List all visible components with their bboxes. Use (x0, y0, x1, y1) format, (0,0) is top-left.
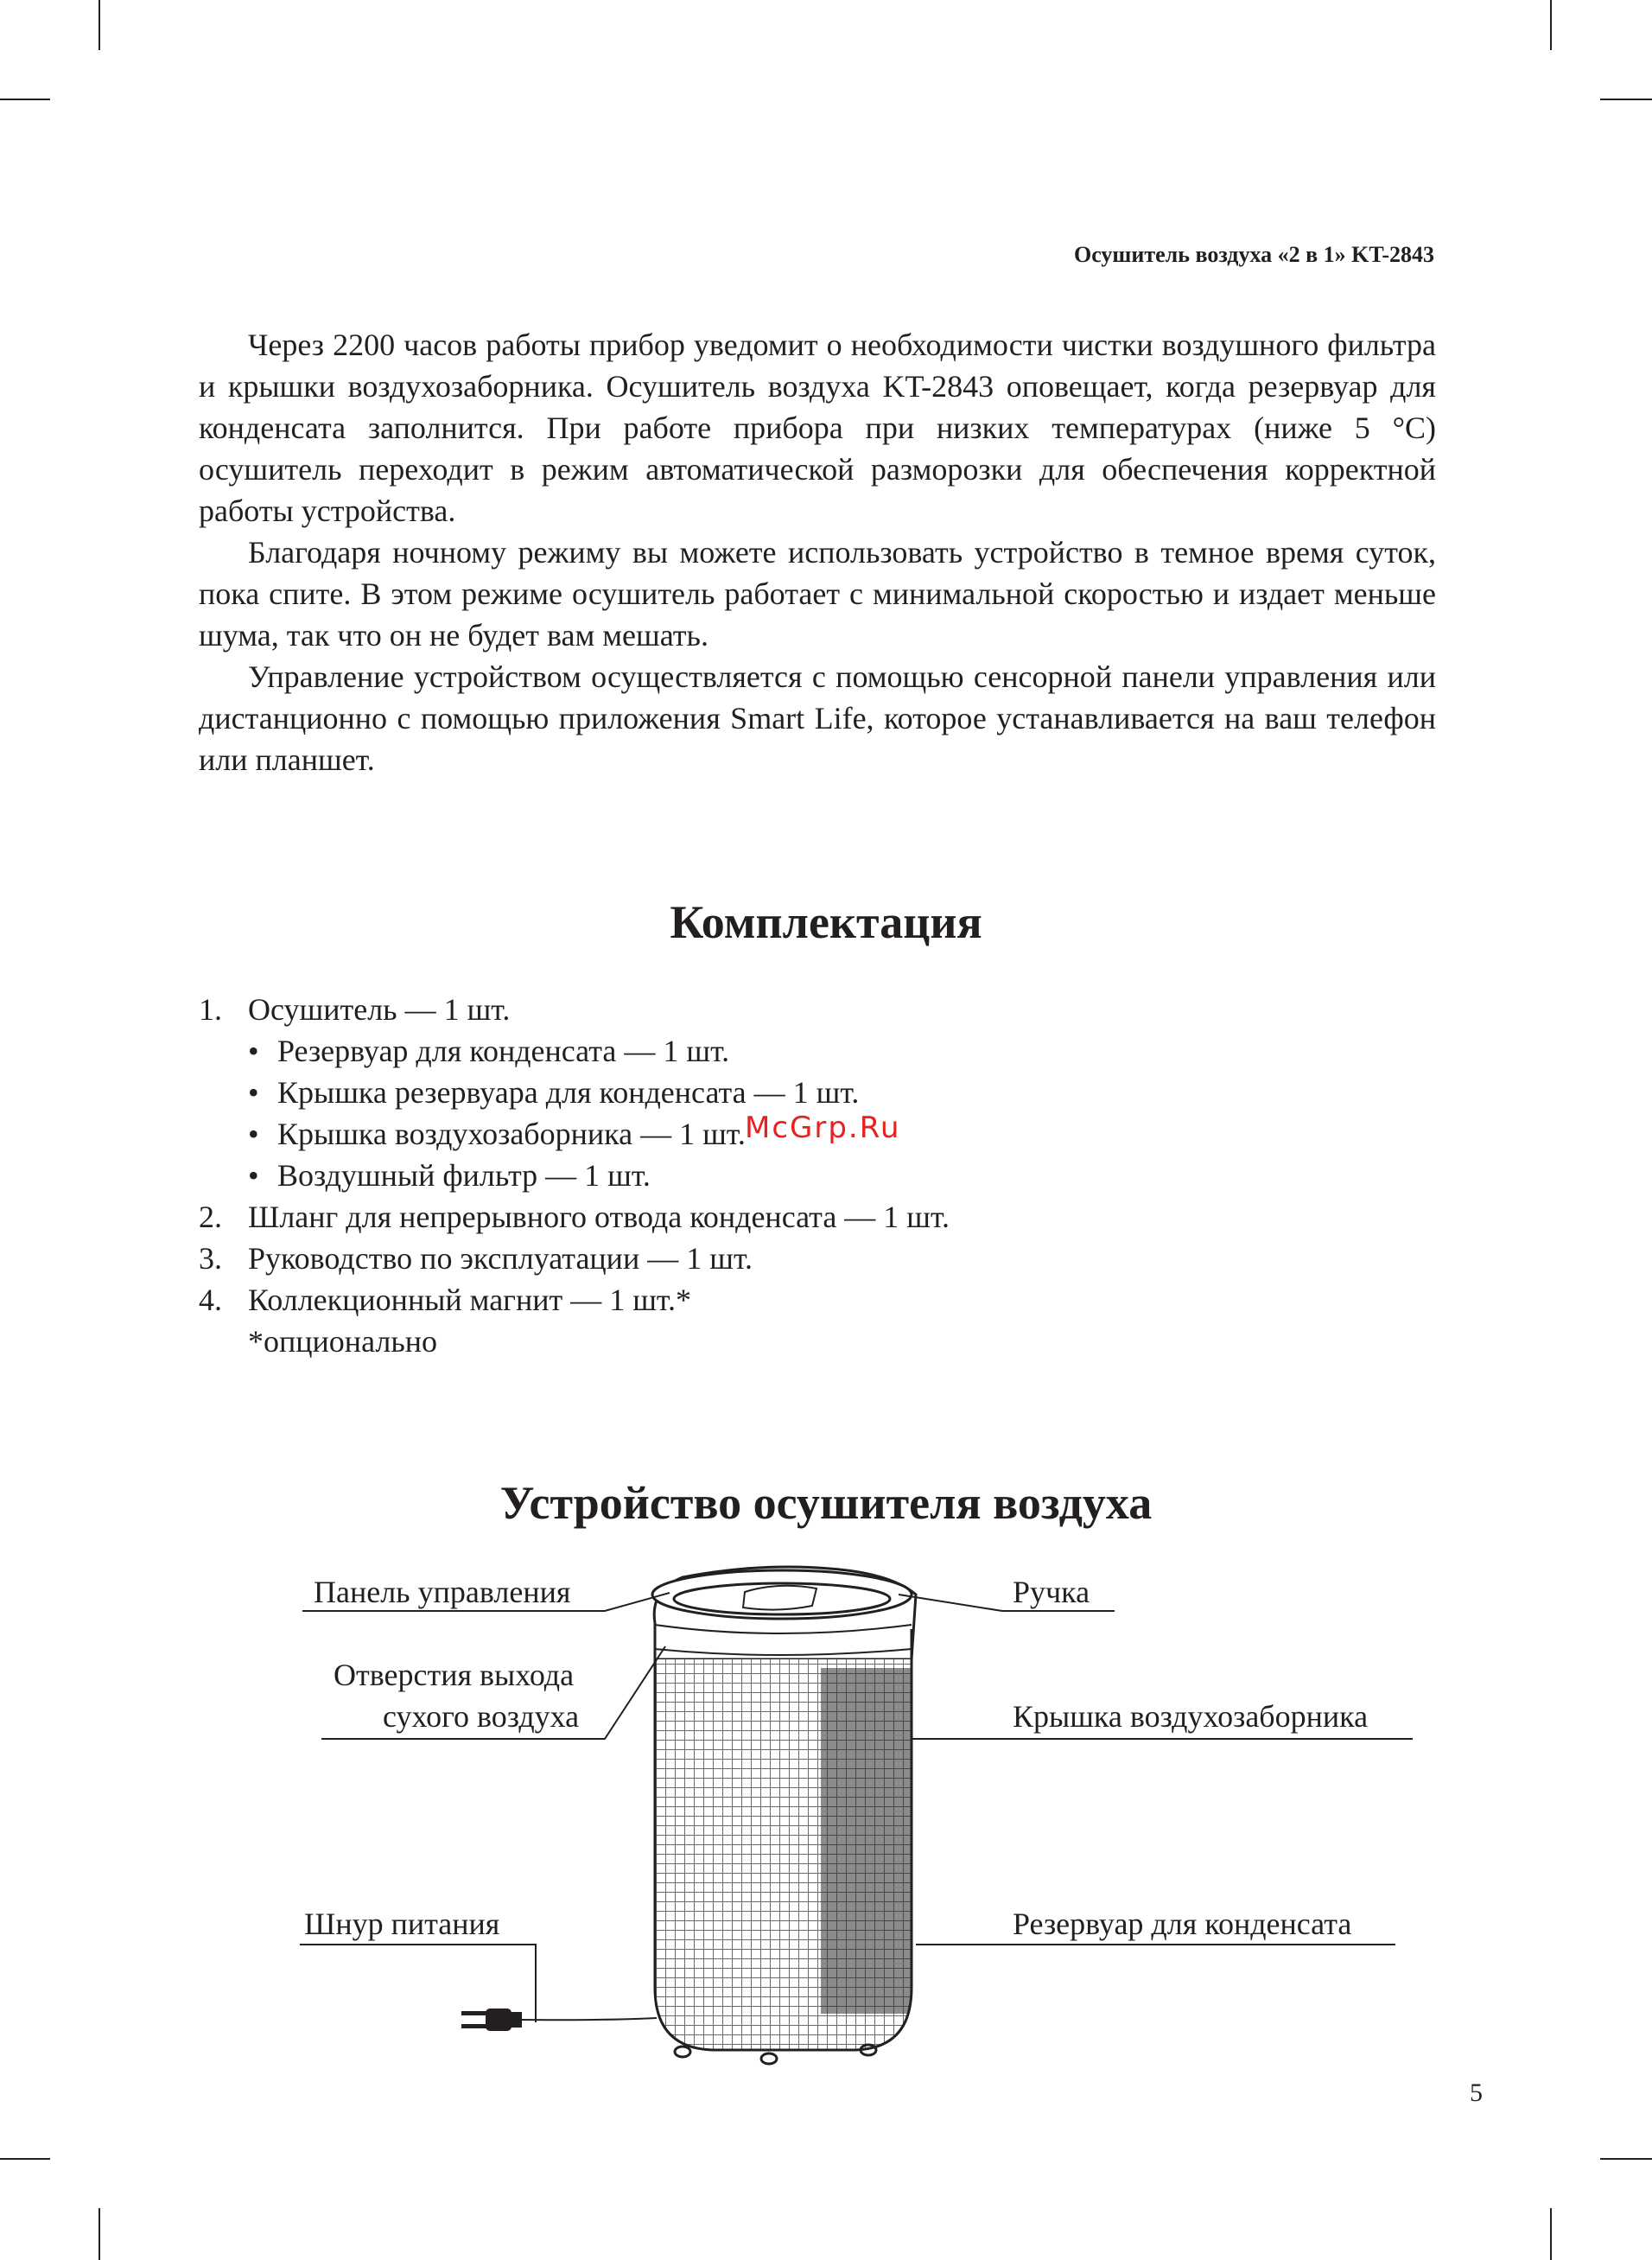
page-number: 5 (1470, 2079, 1483, 2107)
sub-list-text: Резервуар для конденсата — 1 шт. (277, 1034, 730, 1068)
list-text: Осушитель — 1 шт. (248, 992, 511, 1027)
intro-paragraph-1: Через 2200 часов работы прибор уведомит о необходимости чистки воздушного фильтра и крышки воздухозаборника. Осушитель воздуха KT-2843 оповещает, когда резервуар для конденсата заполнится. При работе прибора при низких температурах (ниже 5 °C) осушитель переходит в режим автоматической разморозки для обеспечения корректной работы устройства. (199, 328, 1436, 528)
label-outlet-line1: Отверстия выхода (334, 1658, 575, 1692)
sub-list-text: Крышка резервуара для конденсата — 1 шт. (277, 1075, 860, 1110)
device-heading: Устройство осушителя воздуха (499, 1477, 1153, 1529)
label-intake-cover: Крышка воздухозаборника (1013, 1699, 1369, 1734)
label-power-cord: Шнур питания (304, 1907, 500, 1941)
list-number: 2. (199, 1200, 222, 1234)
bullet: • (248, 1034, 259, 1068)
footnote-text: *опционально (248, 1324, 438, 1359)
list-text: Руководство по эксплуатации — 1 шт. (248, 1241, 753, 1276)
kit-heading: Комплектация (670, 896, 982, 948)
watermark: McGrp.Ru (745, 1111, 901, 1145)
label-handle: Ручка (1013, 1575, 1090, 1609)
list-number: 1. (199, 992, 222, 1027)
list-number: 4. (199, 1283, 222, 1317)
label-outlet-line2: сухого воздуха (383, 1699, 580, 1734)
list-text: Коллекционный магнит — 1 шт.* (248, 1283, 691, 1317)
sub-list-text: Крышка воздухозаборника — 1 шт. (277, 1117, 746, 1151)
intro-paragraph-3: Управление устройством осуществляется с помощью сенсорной панели управления или дистанционно с помощью приложения Smart Life, которое устанавливается на ваш телефон или планшет. (199, 659, 1436, 777)
bullet: • (248, 1117, 259, 1151)
list-number: 3. (199, 1241, 222, 1276)
bullet: • (248, 1075, 259, 1110)
bullet: • (248, 1158, 259, 1193)
sub-list-text: Воздушный фильтр — 1 шт. (277, 1158, 651, 1193)
label-control-panel: Панель управления (314, 1575, 571, 1609)
label-tank: Резервуар для конденсата (1013, 1907, 1352, 1941)
list-text: Шланг для непрерывного отвода конденсата — 1 шт. (248, 1200, 950, 1234)
intro-paragraph-2: Благодаря ночному режиму вы можете использовать устройство в темное время суток, пока спите. В этом режиме осушитель работает с минимальной скоростью и издает меньше шума, так что он не будет вам мешать. (199, 535, 1436, 653)
running-header: Осушитель воздуха «2 в 1» KT-2843 (1073, 242, 1434, 267)
